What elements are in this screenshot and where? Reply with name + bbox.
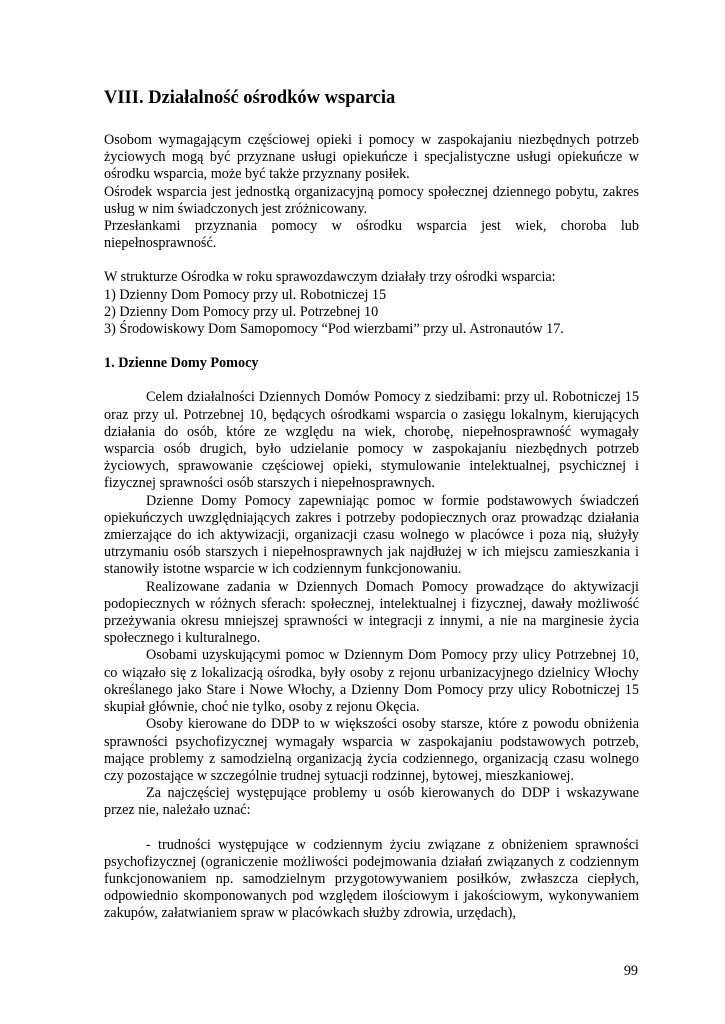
section-paragraph-4: Osobami uzyskującymi pomoc w Dziennym Dom Pomocy przy ulicy Potrzebnej 10, co wiązało się z lokalizacją ośrodka, były osoby z rejonu urbanizacyjnego dzielnicy Włochy określanego jako Stare i Nowe Włochy, a Dzienny Dom Pomocy przy ulicy Robotniczej 15 skupiał głównie, choć nie tylko, osoby z rejonu Okęcia. xyxy=(104,647,639,716)
problem-list-item: - trudności występujące w codziennym życiu związane z obniżeniem sprawności psychofizycznej (ograniczenie możliwości podejmowania działań związanych z codziennym funkcjonowaniem np. samodzielnym przygotowywaniem posiłków, zwłaszcza ciepłych, odpowiednio skomponowanych pod względem ilościowym i jakościowym, wykonywaniem zakupów, załatwianiem spraw w placówkach służby zdrowia, urzędach), xyxy=(104,836,639,922)
intro-paragraph-3: Przesłankami przyznania pomocy w ośrodku wsparcia jest wiek, choroba lub niepełnosprawność. xyxy=(104,218,639,252)
section-paragraph-5: Osoby kierowane do DDP to w większości osoby starsze, które z powodu obniżenia sprawności psychofizycznej wymagały wsparcia w zaspokajaniu podstawowych potrzeb, mające problemy z samodzielną organizacją życia codziennego, organizacją czasu wolnego czy pozostające w szczególnie trudnej sytuacji rodzinnej, bytowej, mieszkaniowej. xyxy=(104,716,639,784)
center-item-2: 2) Dzienny Dom Pomocy przy ul. Potrzebnej 10 xyxy=(104,303,379,320)
center-item-1: 1) Dzienny Dom Pomocy przy ul. Robotniczej 15 xyxy=(104,286,387,303)
page-content xyxy=(104,86,639,923)
section-paragraph-3: Realizowane zadania w Dziennych Domach Pomocy prowadzące do aktywizacji podopiecznych w różnych sferach: społecznej, intelektualnej i fizycznej, dawały możliwość przeżywania okresu mniejszej sprawności w integracji z innymi, a nie na marginesie życia społecznego i kulturalnego. xyxy=(104,578,639,647)
intro-paragraph-1: Osobom wymagającym częściowej opieki i pomocy w zaspokajaniu niezbędnych potrzeb życiowych mogą być przyznane usługi opiekuńcze i specjalistyczne usługi opiekuńcze w ośrodku wsparcia, może być także przyznany posiłek. xyxy=(104,132,639,183)
chapter-heading: VIII. Działalność ośrodków wsparcia xyxy=(104,88,396,108)
structure-intro: W strukturze Ośrodka w roku sprawozdawczym działały trzy ośrodki wsparcia: xyxy=(104,269,556,286)
intro-paragraph-2: Ośrodek wsparcia jest jednostką organizacyjną pomocy społecznej dziennego pobytu, zakres usług w nim świadczonych jest zróżnicowany. xyxy=(104,183,639,217)
page-number: 99 xyxy=(623,963,638,979)
section-paragraph-1: Celem działalności Dziennych Domów Pomocy z siedzibami: przy ul. Robotniczej 15 oraz przy ul. Potrzebnej 10, będących ośrodkami wsparcia o zasięgu lokalnym, kierujących działania do osób, które ze względu na wiek, chorobę, niepełnosprawność wymagały wsparcia osób drugich, było udzielanie pomocy w zaspokajaniu niezbędnych potrzeb życiowych, sprawowanie częściowej opieki, stymulowanie intelektualnej, psychicznej i fizycznej sprawności osób starszych i niepełnosprawnych. xyxy=(104,389,639,492)
section-paragraph-6: Za najczęściej występujące problemy u osób kierowanych do DDP i wskazywane przez nie, należało uznać: xyxy=(104,785,639,819)
center-item-3: 3) Środowiskowy Dom Samopomocy “Pod wierzbami” przy ul. Astronautów 17. xyxy=(104,321,564,338)
section-heading: 1. Dzienne Domy Pomocy xyxy=(104,355,259,372)
section-paragraph-2: Dzienne Domy Pomocy zapewniając pomoc w formie podstawowych świadczeń opiekuńczych uwzględniających zakres i potrzeby podopiecznych oraz prowadząc działania zmierzające do ich aktywizacji, organizacji czasu wolnego w placówce i poza nią, służyły utrzymaniu osób starszych i niepełnosprawnych jak najdłużej w ich miejscu zamieszkania i stanowiły istotne wsparcie w ich codziennym funkcjonowaniu. xyxy=(104,492,639,578)
